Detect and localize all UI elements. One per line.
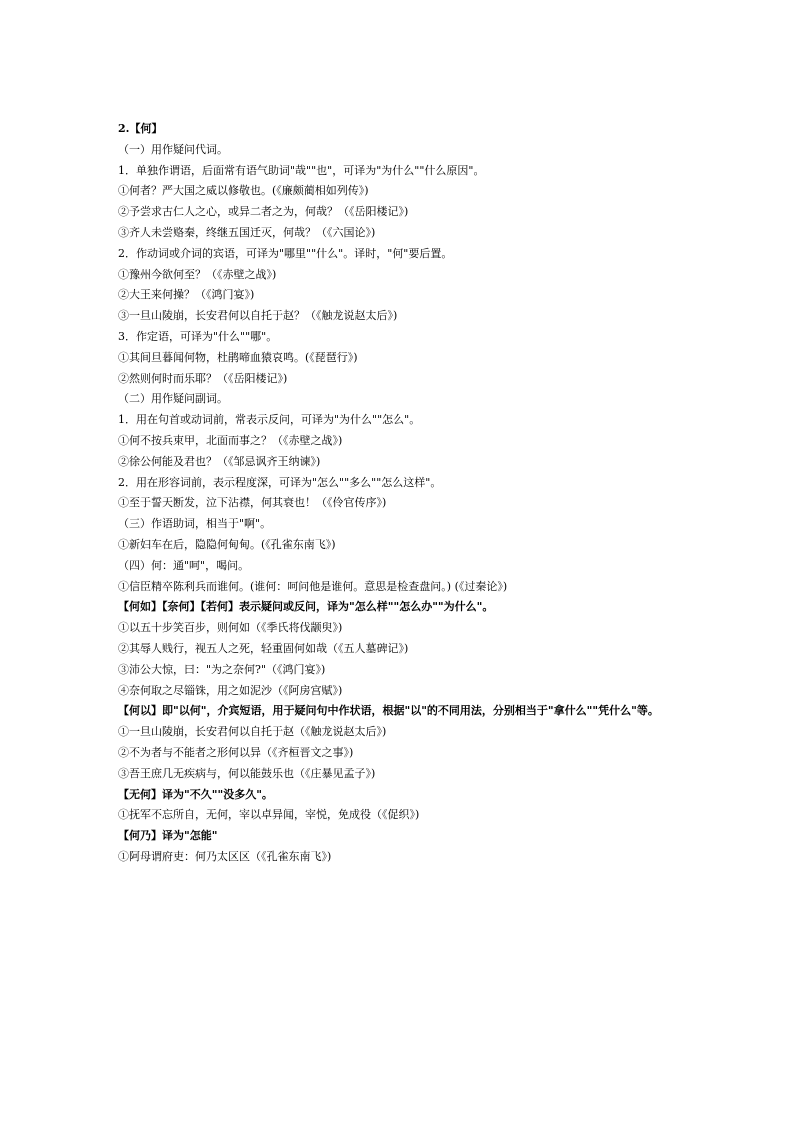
text-line: （三）作语助词，相当于"啊"。	[118, 517, 272, 531]
text-line: ④奈何取之尽锱铢，用之如泥沙（《阿房宫赋》)	[118, 683, 343, 697]
text-line: 2．用在形容词前，表示程度深，可译为"怎么""多么""怎么这样"。	[118, 475, 442, 489]
text-line: ②其辱人贱行，视五人之死，轻重固何如哉（《五人墓碑记》)	[118, 641, 409, 655]
text-line: ②予尝求古仁人之心，或异二者之为，何哉？（《岳阳楼记》)	[118, 205, 409, 219]
text-line: ②大王来何操？（《鸿门宴》)	[118, 288, 255, 302]
section-heading: 【何以】即"以何"，介宾短语，用于疑问句中作状语，根据"以"的不同用法，分别相当于"拿什么""凭什么"等。	[118, 704, 659, 718]
text-line: （四）何：通"呵"，喝问。	[118, 558, 250, 572]
text-line: 1．单独作谓语，后面常有语气助词"哉""也"，可译为"为什么""什么原因"。	[118, 163, 485, 177]
text-line: ①何不按兵束甲，北面而事之？（《赤壁之战》)	[118, 433, 343, 447]
text-line: ③吾王庶几无疾病与，何以能鼓乐也（《庄暴见孟子》)	[118, 766, 376, 780]
text-line: ③齐人未尝赂秦，终继五国迁灭，何哉？（《六国论》)	[118, 225, 376, 239]
section-heading: 【何乃】译为"怎能"	[118, 829, 218, 843]
text-line: ②不为者与不能者之形何以异（《齐桓晋文之事》)	[118, 745, 354, 759]
text-line: ①新妇车在后，隐隐何甸甸。(《孔雀东南飞》)	[118, 537, 336, 551]
section-heading: 【何如】【奈何】【若何】表示疑问或反问，译为"怎么样""怎么办""为什么"。	[118, 600, 494, 614]
text-line: 3．作定语，可译为"什么""哪"。	[118, 329, 278, 343]
text-line: ①阿母谓府吏：何乃太区区（《孔雀东南飞》)	[118, 849, 332, 863]
text-line: （二）用作疑问副词。	[118, 392, 228, 406]
text-line: ②然则何时而乐耶？（《岳阳楼记》)	[118, 371, 288, 385]
text-line: ①信臣精卒陈利兵而谁何。(谁何：呵问他是谁何。意思是检查盘问。) (《过秦论》)	[118, 579, 508, 593]
text-line: ③一旦山陵崩，长安君何以自托于赵？（《触龙说赵太后》)	[118, 309, 398, 323]
text-line: ①一旦山陵崩，长安君何以自托于赵（《触龙说赵太后》)	[118, 725, 387, 739]
text-line: ①其间旦暮闻何物，杜鹃啼血猿哀鸣。(《琵琶行》)	[118, 350, 358, 364]
text-line: ③沛公大惊，曰："为之奈何?"（《鸿门宴》)	[118, 662, 326, 676]
section-heading: 【无何】译为"不久""没多久"。	[118, 787, 273, 801]
text-line: ①抚军不忘所自，无何，宰以卓异闻，宰悦，免成役（《促织》)	[118, 808, 420, 822]
section-heading: 2.【何】	[118, 122, 163, 135]
text-line: 1．用在句首或动词前，常表示反问，可译为"为什么""怎么"。	[118, 413, 421, 427]
text-line: （一）用作疑问代词。	[118, 142, 228, 156]
text-line: ①以五十步笑百步，则何如（《季氏将伐颛臾》)	[118, 621, 343, 635]
text-line: ①至于誓天断发，泣下沾襟，何其衰也！（《伶官传序》)	[118, 496, 387, 510]
text-line: ②徐公何能及君也？（《邹忌讽齐王纳谏》)	[118, 454, 321, 468]
text-line: ①豫州今欲何至？（《赤壁之战》)	[118, 267, 277, 281]
text-line: ①何者？严大国之威以修敬也。(《廉颇蔺相如列传》)	[118, 184, 369, 198]
document-body	[118, 119, 718, 868]
text-line: 2．作动词或介词的宾语，可译为"哪里""什么"。译时，"何"要后置。	[118, 246, 453, 260]
